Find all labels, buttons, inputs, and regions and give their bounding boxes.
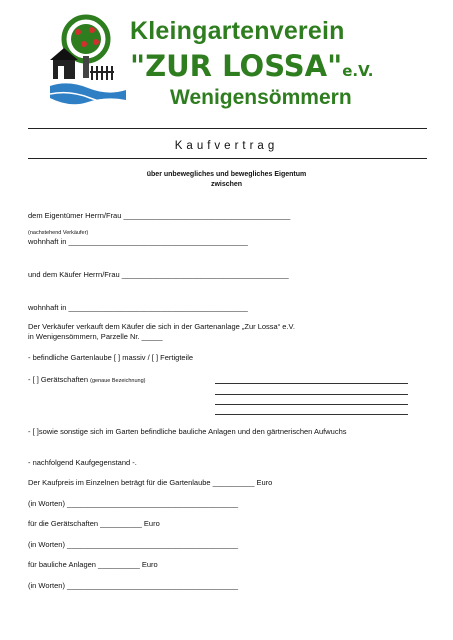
price-geraete: für die Gerätschaften __________ Euro (28, 519, 160, 528)
club-name-main: "ZUR LOSSA" (130, 49, 343, 83)
club-name-line1: Kleingartenverein (130, 17, 345, 45)
buyer-line: und dem Käufer Herrn/Frau ________________________________________ (28, 270, 289, 279)
item-geraete-label: - [ ] Gerätschaften (28, 375, 89, 384)
geraete-line-3 (215, 404, 408, 405)
item-following: - nachfolgend Kaufgegenstand -. (28, 458, 137, 467)
club-name-suffix: e.V. (342, 62, 374, 80)
top-divider (28, 128, 427, 129)
owner-note: (nachstehend Verkäufer) (28, 230, 89, 236)
document-title: Kaufvertrag (174, 140, 279, 152)
club-location: Wenigensömmern (170, 86, 352, 109)
owner-line: dem Eigentümer Herrn/Frau ________________________________________ (28, 211, 291, 220)
in-words-3: (in Worten) _________________________________________ (28, 581, 239, 590)
club-logo (48, 14, 128, 114)
subtitle-line1: über unbewegliches und bewegliches Eigentum (146, 171, 307, 178)
owner-residence: wohnhaft in ___________________________________________ (28, 237, 248, 246)
in-words-2: (in Worten) _________________________________________ (28, 540, 239, 549)
title-divider (28, 158, 427, 159)
price-gartenlaube: Der Kaufpreis im Einzelnen beträgt für die Gartenlaube __________ Euro (28, 478, 273, 487)
item-geraete-note: (genaue Bezeichnung) (90, 378, 146, 384)
buyer-residence: wohnhaft in ___________________________________________ (28, 303, 248, 312)
geraete-line-2 (215, 394, 408, 395)
price-anlagen: für bauliche Anlagen __________ Euro (28, 560, 158, 569)
item-anlagen: - [ ]sowie sonstige sich im Garten befindliche bauliche Anlagen und den gärtnerischen Aufwuchs (28, 427, 347, 436)
subtitle-line2: zwischen (210, 181, 243, 188)
club-name-line2 (130, 50, 373, 87)
geraete-line-1 (215, 383, 408, 384)
item-geraete (28, 375, 145, 386)
sale-line-1: Der Verkäufer verkauft dem Käufer die sich in der Gartenanlage „Zur Lossa“ e.V. (28, 322, 295, 331)
sale-line-2: in Wenigensömmern, Parzelle Nr. _____ (28, 332, 163, 341)
in-words-1: (in Worten) _________________________________________ (28, 499, 239, 508)
item-gartenlaube: - befindliche Gartenlaube [ ] massiv / [ ] Fertigteile (28, 353, 194, 362)
geraete-line-4 (215, 414, 408, 415)
